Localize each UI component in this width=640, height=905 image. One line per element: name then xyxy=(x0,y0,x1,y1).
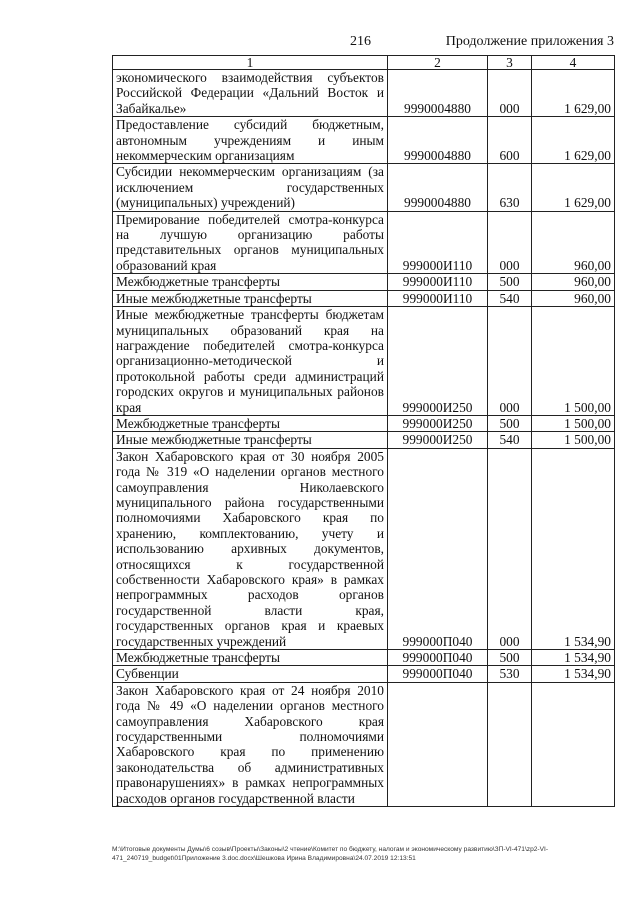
row-type: 600 xyxy=(488,117,532,164)
budget-table xyxy=(112,55,615,807)
row-name: Иные межбюджетные трансферты xyxy=(113,290,388,306)
row-type xyxy=(488,682,532,806)
column-header: 3 xyxy=(488,56,532,70)
row-name: Премирование победителей смотра-конкурса на лучшую организацию работы представительных органов муниципальных образований края xyxy=(113,211,388,274)
table-row xyxy=(113,307,615,416)
row-amount: 1 500,00 xyxy=(532,415,615,431)
row-code: 9990004880 xyxy=(388,70,488,117)
column-header: 1 xyxy=(113,56,388,70)
row-name: Предоставление субсидий бюджетным, автономным учреждениям и иным некоммерческим организациям xyxy=(113,117,388,164)
row-name: Субсидии некоммерческим организациям (за исключением государственных (муниципальных) учреждений) xyxy=(113,164,388,211)
row-amount: 1 534,90 xyxy=(532,666,615,682)
continuation-label: Продолжение приложения 3 xyxy=(445,34,614,49)
row-name: Закон Хабаровского края от 30 ноября 2005 года № 319 «О наделении органов местного самоуправления Николаевского муниципального района государственными полномочиями Хабаровского края по хранению, комплектованию, учету и использованию архивных документов, относящихся к государственной собственности Хабаровского края» в рамках непрограммных расходов органов государственной власти края, государственных органов края и краевых государственных учреждений xyxy=(113,448,388,649)
row-name: Межбюджетные трансферты xyxy=(113,274,388,290)
row-type: 540 xyxy=(488,432,532,448)
table-row xyxy=(113,164,615,211)
row-code: 999000П040 xyxy=(388,666,488,682)
row-type: 000 xyxy=(488,211,532,274)
table-row xyxy=(113,448,615,649)
row-code: 999000И110 xyxy=(388,274,488,290)
file-path-footer: M:\Итоговые документы Думы\6 созыв\Проекты\Законы\2 чтение\Комитет по бюджету, налогам и экономическому развитию\ЗП-VI-471\zp2-VI-471_240719_budget\01Приложение 3.doc.docx\Шешкова Ирина Владимировна\24.07.2019 12:13:51 xyxy=(112,846,549,862)
row-code: 999000И250 xyxy=(388,415,488,431)
column-header: 2 xyxy=(388,56,488,70)
row-code: 999000И110 xyxy=(388,211,488,274)
row-code xyxy=(388,682,488,806)
row-amount: 960,00 xyxy=(532,211,615,274)
row-type: 000 xyxy=(488,448,532,649)
table-row xyxy=(113,415,615,431)
row-code: 9990004880 xyxy=(388,164,488,211)
row-name: Иные межбюджетные трансферты бюджетам муниципальных образований края на награждение победителей смотра-конкурса организационно-методической и протокольной работы среди администраций городских округов и муниципальных районов края xyxy=(113,307,388,416)
row-amount: 1 629,00 xyxy=(532,117,615,164)
row-code: 999000П040 xyxy=(388,448,488,649)
table-row xyxy=(113,211,615,274)
table-row xyxy=(113,650,615,666)
row-amount: 1 534,90 xyxy=(532,650,615,666)
row-amount xyxy=(532,682,615,806)
table-row xyxy=(113,666,615,682)
row-code: 9990004880 xyxy=(388,117,488,164)
row-name: Иные межбюджетные трансферты xyxy=(113,432,388,448)
page-number: 216 xyxy=(350,34,371,49)
row-type: 500 xyxy=(488,415,532,431)
row-type: 000 xyxy=(488,307,532,416)
table-row xyxy=(113,117,615,164)
row-code: 999000И250 xyxy=(388,432,488,448)
table-row xyxy=(113,290,615,306)
table-row xyxy=(113,70,615,117)
row-type: 630 xyxy=(488,164,532,211)
row-name: Субвенции xyxy=(113,666,388,682)
row-amount: 960,00 xyxy=(532,290,615,306)
row-amount: 1 629,00 xyxy=(532,70,615,117)
row-name: Закон Хабаровского края от 24 ноября 2010 года № 49 «О наделении органов местного самоуправления Хабаровского края государственными полномочиями Хабаровского края по применению законодательства об административных правонарушениях» в рамках непрограммных расходов органов государственной власти xyxy=(113,682,388,806)
row-name: Межбюджетные трансферты xyxy=(113,650,388,666)
row-type: 530 xyxy=(488,666,532,682)
row-name: Межбюджетные трансферты xyxy=(113,415,388,431)
row-type: 000 xyxy=(488,70,532,117)
column-header: 4 xyxy=(532,56,615,70)
row-amount: 1 629,00 xyxy=(532,164,615,211)
row-amount: 960,00 xyxy=(532,274,615,290)
row-name: экономического взаимодействия субъектов Российской Федерации «Дальний Восток и Забайкалье» xyxy=(113,70,388,117)
table-header-row xyxy=(113,56,615,70)
row-type: 540 xyxy=(488,290,532,306)
row-amount: 1 500,00 xyxy=(532,432,615,448)
row-code: 999000И250 xyxy=(388,307,488,416)
row-code: 999000И110 xyxy=(388,290,488,306)
row-amount: 1 534,90 xyxy=(532,448,615,649)
row-code: 999000П040 xyxy=(388,650,488,666)
row-type: 500 xyxy=(488,274,532,290)
table-row xyxy=(113,274,615,290)
table-row xyxy=(113,432,615,448)
row-type: 500 xyxy=(488,650,532,666)
table-row xyxy=(113,682,615,806)
row-amount: 1 500,00 xyxy=(532,307,615,416)
